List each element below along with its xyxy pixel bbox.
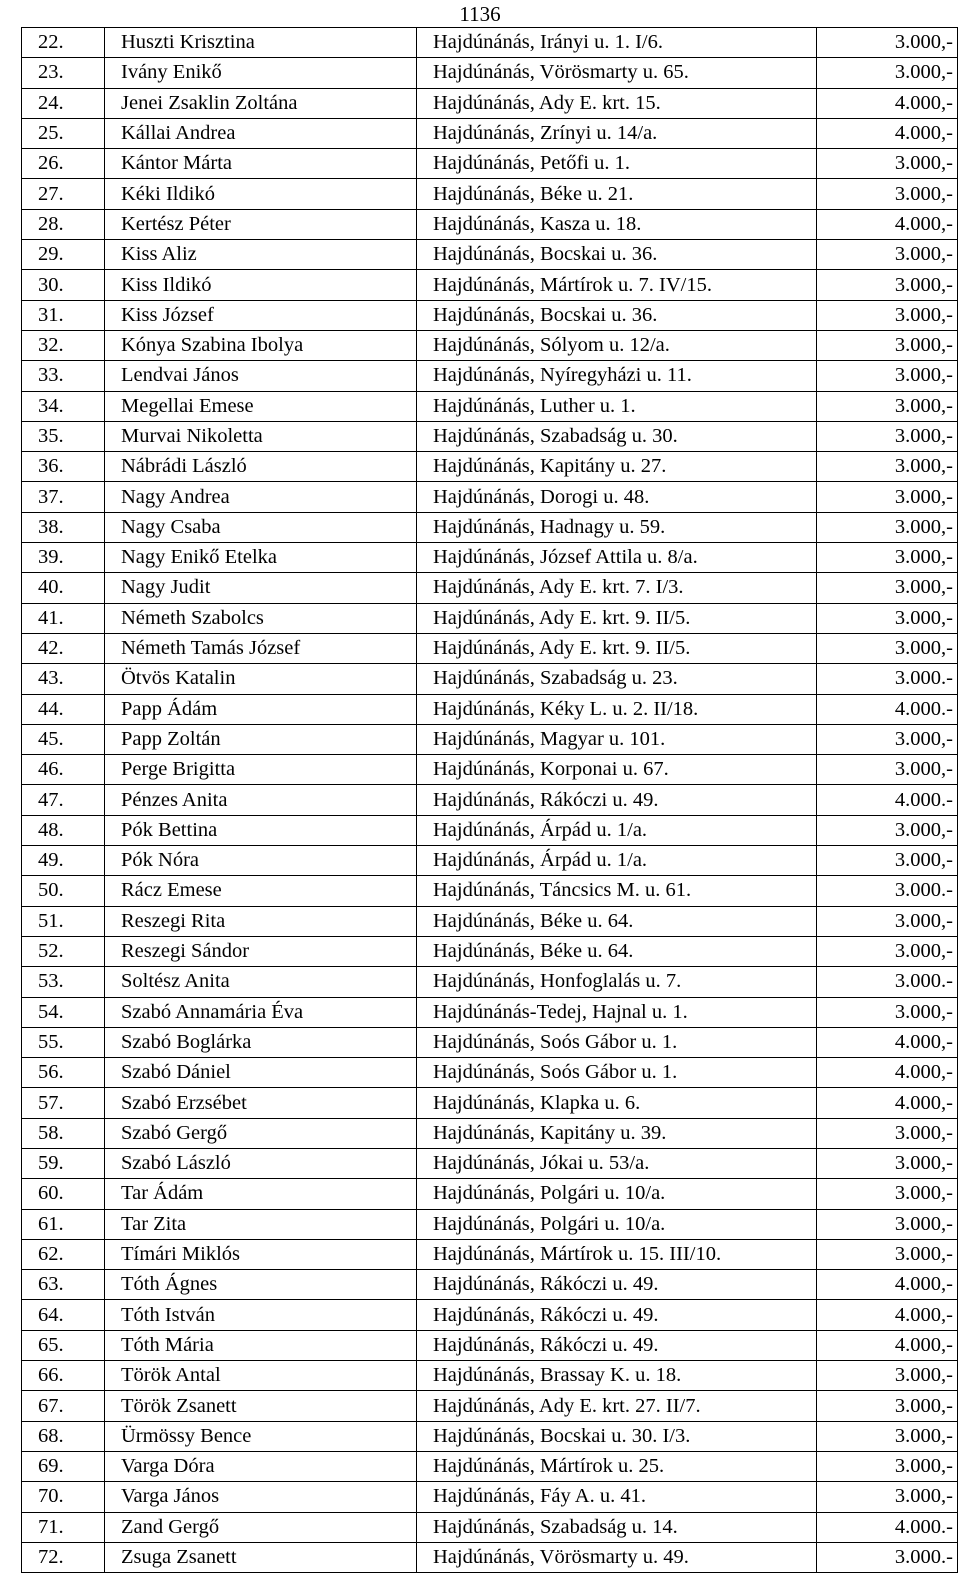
- table-row: [22, 1058, 958, 1088]
- person-address: Hajdúnánás, Brassay K. u. 18.: [417, 1361, 817, 1391]
- person-address: Hajdúnánás, Szabadság u. 23.: [417, 664, 817, 694]
- amount: 3.000,-: [817, 330, 958, 360]
- person-address: Hajdúnánás, Árpád u. 1/a.: [417, 815, 817, 845]
- person-address: Hajdúnánás, Rákóczi u. 49.: [417, 1270, 817, 1300]
- person-address: Hajdúnánás, Mártírok u. 25.: [417, 1451, 817, 1481]
- row-number: 65.: [22, 1330, 105, 1360]
- person-name: Török Zsanett: [105, 1391, 417, 1421]
- row-number: 48.: [22, 815, 105, 845]
- person-name: Török Antal: [105, 1361, 417, 1391]
- person-name: Nábrádi László: [105, 452, 417, 482]
- table-row: [22, 603, 958, 633]
- person-name: Tóth Ágnes: [105, 1270, 417, 1300]
- row-number: 33.: [22, 361, 105, 391]
- person-address: Hajdúnánás, Bocskai u. 36.: [417, 300, 817, 330]
- person-address: Hajdúnánás, Magyar u. 101.: [417, 724, 817, 754]
- table-row: [22, 452, 958, 482]
- person-address: Hajdúnánás, Honfoglalás u. 7.: [417, 967, 817, 997]
- amount: 3.000,-: [817, 391, 958, 421]
- person-name: Tímári Miklós: [105, 1239, 417, 1269]
- table-row: [22, 209, 958, 239]
- person-address: Hajdúnánás, Ady E. krt. 15.: [417, 88, 817, 118]
- person-address: Hajdúnánás, Polgári u. 10/a.: [417, 1209, 817, 1239]
- person-name: Kertész Péter: [105, 209, 417, 239]
- table-row: [22, 1270, 958, 1300]
- table-row: [22, 694, 958, 724]
- table-row: [22, 330, 958, 360]
- person-name: Zsuga Zsanett: [105, 1542, 417, 1572]
- amount: 3.000,-: [817, 633, 958, 663]
- amount: 4.000,-: [817, 118, 958, 148]
- table-row: [22, 1512, 958, 1542]
- person-address: Hajdúnánás, Ady E. krt. 9. II/5.: [417, 603, 817, 633]
- person-address: Hajdúnánás, Fáy A. u. 41.: [417, 1482, 817, 1512]
- table-row: [22, 1239, 958, 1269]
- amount: 3.000,-: [817, 846, 958, 876]
- person-address: Hajdúnánás, Polgári u. 10/a.: [417, 1179, 817, 1209]
- table-row: [22, 755, 958, 785]
- amount: 3.000,-: [817, 1451, 958, 1481]
- amount: 3.000,-: [817, 543, 958, 573]
- amount: 3.000,-: [817, 270, 958, 300]
- row-number: 61.: [22, 1209, 105, 1239]
- person-address: Hajdúnánás, Rákóczi u. 49.: [417, 785, 817, 815]
- person-name: Szabó Dániel: [105, 1058, 417, 1088]
- amount: 3.000,-: [817, 149, 958, 179]
- person-address: Hajdúnánás, Bocskai u. 30. I/3.: [417, 1421, 817, 1451]
- person-name: Murvai Nikoletta: [105, 421, 417, 451]
- person-name: Németh Tamás József: [105, 633, 417, 663]
- row-number: 38.: [22, 512, 105, 542]
- amount: 3.000,-: [817, 724, 958, 754]
- person-name: Szabó Gergő: [105, 1118, 417, 1148]
- table-row: [22, 573, 958, 603]
- amount: 3.000,-: [817, 1391, 958, 1421]
- table-row: [22, 1148, 958, 1178]
- table-row: [22, 815, 958, 845]
- row-number: 29.: [22, 240, 105, 270]
- amount: 3.000,-: [817, 1209, 958, 1239]
- row-number: 67.: [22, 1391, 105, 1421]
- row-number: 43.: [22, 664, 105, 694]
- row-number: 30.: [22, 270, 105, 300]
- person-name: Szabó Annamária Éva: [105, 997, 417, 1027]
- row-number: 22.: [22, 28, 105, 58]
- person-name: Szabó Erzsébet: [105, 1088, 417, 1118]
- amount: 3.000,-: [817, 28, 958, 58]
- person-name: Huszti Krisztina: [105, 28, 417, 58]
- table-row: [22, 512, 958, 542]
- person-name: Pók Nóra: [105, 846, 417, 876]
- person-address: Hajdúnánás, Soós Gábor u. 1.: [417, 1058, 817, 1088]
- amount: 3.000,-: [817, 58, 958, 88]
- row-number: 58.: [22, 1118, 105, 1148]
- person-address: Hajdúnánás, Béke u. 21.: [417, 179, 817, 209]
- table-row: [22, 421, 958, 451]
- amount: 3.000.-: [817, 1542, 958, 1572]
- row-number: 60.: [22, 1179, 105, 1209]
- amount: 3.000.-: [817, 967, 958, 997]
- table-row: [22, 270, 958, 300]
- table-row: [22, 967, 958, 997]
- person-name: Soltész Anita: [105, 967, 417, 997]
- amount: 3.000,-: [817, 573, 958, 603]
- row-number: 42.: [22, 633, 105, 663]
- amount: 3.000,-: [817, 1239, 958, 1269]
- table-row: [22, 633, 958, 663]
- person-name: Reszegi Sándor: [105, 936, 417, 966]
- amount: 3.000,-: [817, 452, 958, 482]
- table-row: [22, 785, 958, 815]
- table-row: [22, 1451, 958, 1481]
- row-number: 54.: [22, 997, 105, 1027]
- person-name: Kiss József: [105, 300, 417, 330]
- person-address: Hajdúnánás-Tedej, Hajnal u. 1.: [417, 997, 817, 1027]
- person-name: Reszegi Rita: [105, 906, 417, 936]
- amount: 3.000,-: [817, 361, 958, 391]
- row-number: 34.: [22, 391, 105, 421]
- table-row: [22, 1330, 958, 1360]
- row-number: 35.: [22, 421, 105, 451]
- row-number: 64.: [22, 1300, 105, 1330]
- person-name: Nagy Csaba: [105, 512, 417, 542]
- person-address: Hajdúnánás, Kapitány u. 27.: [417, 452, 817, 482]
- amount: 3.000,-: [817, 482, 958, 512]
- person-address: Hajdúnánás, Soós Gábor u. 1.: [417, 1027, 817, 1057]
- person-address: Hajdúnánás, Ady E. krt. 9. II/5.: [417, 633, 817, 663]
- row-number: 44.: [22, 694, 105, 724]
- amount: 4.000,-: [817, 1088, 958, 1118]
- amount: 3.000,-: [817, 1118, 958, 1148]
- amount: 3.000,-: [817, 512, 958, 542]
- table-row: [22, 482, 958, 512]
- person-name: Tóth Mária: [105, 1330, 417, 1360]
- person-name: Megellai Emese: [105, 391, 417, 421]
- person-name: Jenei Zsaklin Zoltána: [105, 88, 417, 118]
- table-row: [22, 28, 958, 58]
- table-row: [22, 1088, 958, 1118]
- person-address: Hajdúnánás, Sólyom u. 12/a.: [417, 330, 817, 360]
- amount: 4.000,-: [817, 1058, 958, 1088]
- person-name: Nagy Andrea: [105, 482, 417, 512]
- person-name: Tar Zita: [105, 1209, 417, 1239]
- person-name: Kállai Andrea: [105, 118, 417, 148]
- amount: 3.000,-: [817, 421, 958, 451]
- row-number: 45.: [22, 724, 105, 754]
- row-number: 66.: [22, 1361, 105, 1391]
- amount: 4.000.-: [817, 694, 958, 724]
- person-name: Tóth István: [105, 1300, 417, 1330]
- person-address: Hajdúnánás, Dorogi u. 48.: [417, 482, 817, 512]
- person-address: Hajdúnánás, Zrínyi u. 14/a.: [417, 118, 817, 148]
- row-number: 28.: [22, 209, 105, 239]
- amount: 3.000.-: [817, 876, 958, 906]
- table-row: [22, 240, 958, 270]
- person-address: Hajdúnánás, Mártírok u. 7. IV/15.: [417, 270, 817, 300]
- table-row: [22, 906, 958, 936]
- row-number: 50.: [22, 876, 105, 906]
- amount: 3.000,-: [817, 1482, 958, 1512]
- person-address: Hajdúnánás, Rákóczi u. 49.: [417, 1330, 817, 1360]
- table-row: [22, 1027, 958, 1057]
- table-row: [22, 361, 958, 391]
- table-row: [22, 179, 958, 209]
- row-number: 63.: [22, 1270, 105, 1300]
- amount: 4.000,-: [817, 1027, 958, 1057]
- amount: 3.000.-: [817, 664, 958, 694]
- person-name: Varga Dóra: [105, 1451, 417, 1481]
- row-number: 32.: [22, 330, 105, 360]
- person-address: Hajdúnánás, Korponai u. 67.: [417, 755, 817, 785]
- table-row: [22, 1482, 958, 1512]
- table-row: [22, 997, 958, 1027]
- table-row: [22, 1542, 958, 1572]
- table-row: [22, 118, 958, 148]
- person-address: Hajdúnánás, Nyíregyházi u. 11.: [417, 361, 817, 391]
- recipient-table-body: [22, 28, 958, 1573]
- table-row: [22, 876, 958, 906]
- person-address: Hajdúnánás, Hadnagy u. 59.: [417, 512, 817, 542]
- table-row: [22, 58, 958, 88]
- table-row: [22, 664, 958, 694]
- person-address: Hajdúnánás, Táncsics M. u. 61.: [417, 876, 817, 906]
- person-address: Hajdúnánás, Mártírok u. 15. III/10.: [417, 1239, 817, 1269]
- person-name: Ürmössy Bence: [105, 1421, 417, 1451]
- row-number: 70.: [22, 1482, 105, 1512]
- person-name: Kónya Szabina Ibolya: [105, 330, 417, 360]
- person-name: Szabó Boglárka: [105, 1027, 417, 1057]
- person-address: Hajdúnánás, Bocskai u. 36.: [417, 240, 817, 270]
- amount: 3.000,-: [817, 997, 958, 1027]
- person-name: Kántor Márta: [105, 149, 417, 179]
- amount: 3.000,-: [817, 906, 958, 936]
- person-address: Hajdúnánás, Ady E. krt. 7. I/3.: [417, 573, 817, 603]
- person-name: Kéki Ildikó: [105, 179, 417, 209]
- row-number: 57.: [22, 1088, 105, 1118]
- person-name: Németh Szabolcs: [105, 603, 417, 633]
- amount: 3.000,-: [817, 240, 958, 270]
- row-number: 40.: [22, 573, 105, 603]
- row-number: 26.: [22, 149, 105, 179]
- amount: 3.000,-: [817, 179, 958, 209]
- row-number: 56.: [22, 1058, 105, 1088]
- row-number: 31.: [22, 300, 105, 330]
- amount: 4.000,-: [817, 1270, 958, 1300]
- amount: 3.000,-: [817, 755, 958, 785]
- table-row: [22, 1118, 958, 1148]
- amount: 4.000,-: [817, 1300, 958, 1330]
- person-name: Lendvai János: [105, 361, 417, 391]
- row-number: 41.: [22, 603, 105, 633]
- row-number: 51.: [22, 906, 105, 936]
- person-address: Hajdúnánás, Klapka u. 6.: [417, 1088, 817, 1118]
- person-name: Varga János: [105, 1482, 417, 1512]
- row-number: 59.: [22, 1148, 105, 1178]
- row-number: 47.: [22, 785, 105, 815]
- person-address: Hajdúnánás, József Attila u. 8/a.: [417, 543, 817, 573]
- person-name: Kiss Ildikó: [105, 270, 417, 300]
- amount: 4.000.-: [817, 785, 958, 815]
- table-row: [22, 724, 958, 754]
- row-number: 62.: [22, 1239, 105, 1269]
- person-name: Zand Gergő: [105, 1512, 417, 1542]
- person-address: Hajdúnánás, Kasza u. 18.: [417, 209, 817, 239]
- row-number: 39.: [22, 543, 105, 573]
- person-address: Hajdúnánás, Jókai u. 53/a.: [417, 1148, 817, 1178]
- amount: 4.000,-: [817, 209, 958, 239]
- recipient-table: [21, 27, 958, 1573]
- person-name: Kiss Aliz: [105, 240, 417, 270]
- person-address: Hajdúnánás, Árpád u. 1/a.: [417, 846, 817, 876]
- row-number: 55.: [22, 1027, 105, 1057]
- person-address: Hajdúnánás, Béke u. 64.: [417, 906, 817, 936]
- person-name: Ötvös Katalin: [105, 664, 417, 694]
- row-number: 72.: [22, 1542, 105, 1572]
- amount: 4.000.-: [817, 1512, 958, 1542]
- amount: 3.000,-: [817, 815, 958, 845]
- row-number: 53.: [22, 967, 105, 997]
- person-name: Ivány Enikő: [105, 58, 417, 88]
- row-number: 52.: [22, 936, 105, 966]
- row-number: 68.: [22, 1421, 105, 1451]
- table-row: [22, 1179, 958, 1209]
- amount: 3.000,-: [817, 1179, 958, 1209]
- table-row: [22, 88, 958, 118]
- amount: 3.000,-: [817, 1421, 958, 1451]
- row-number: 49.: [22, 846, 105, 876]
- amount: 4.000,-: [817, 1330, 958, 1360]
- amount: 3.000,-: [817, 603, 958, 633]
- person-address: Hajdúnánás, Vörösmarty u. 49.: [417, 1542, 817, 1572]
- person-address: Hajdúnánás, Rákóczi u. 49.: [417, 1300, 817, 1330]
- row-number: 27.: [22, 179, 105, 209]
- person-name: Rácz Emese: [105, 876, 417, 906]
- table-row: [22, 1421, 958, 1451]
- row-number: 25.: [22, 118, 105, 148]
- table-row: [22, 149, 958, 179]
- row-number: 23.: [22, 58, 105, 88]
- person-address: Hajdúnánás, Kapitány u. 39.: [417, 1118, 817, 1148]
- person-name: Nagy Enikő Etelka: [105, 543, 417, 573]
- amount: 3.000,-: [817, 936, 958, 966]
- row-number: 71.: [22, 1512, 105, 1542]
- person-address: Hajdúnánás, Kéky L. u. 2. II/18.: [417, 694, 817, 724]
- row-number: 37.: [22, 482, 105, 512]
- person-address: Hajdúnánás, Szabadság u. 14.: [417, 1512, 817, 1542]
- person-name: Nagy Judit: [105, 573, 417, 603]
- page-number: 1136: [459, 2, 501, 26]
- table-row: [22, 1209, 958, 1239]
- person-address: Hajdúnánás, Luther u. 1.: [417, 391, 817, 421]
- row-number: 24.: [22, 88, 105, 118]
- table-row: [22, 1391, 958, 1421]
- person-address: Hajdúnánás, Béke u. 64.: [417, 936, 817, 966]
- amount: 3.000,-: [817, 1148, 958, 1178]
- table-row: [22, 300, 958, 330]
- row-number: 69.: [22, 1451, 105, 1481]
- person-address: Hajdúnánás, Vörösmarty u. 65.: [417, 58, 817, 88]
- table-row: [22, 1361, 958, 1391]
- amount: 3.000,-: [817, 1361, 958, 1391]
- person-name: Papp Ádám: [105, 694, 417, 724]
- person-address: Hajdúnánás, Irányi u. 1. I/6.: [417, 28, 817, 58]
- row-number: 46.: [22, 755, 105, 785]
- table-row: [22, 846, 958, 876]
- person-name: Pók Bettina: [105, 815, 417, 845]
- person-name: Tar Ádám: [105, 1179, 417, 1209]
- person-name: Szabó László: [105, 1148, 417, 1178]
- table-row: [22, 543, 958, 573]
- person-address: Hajdúnánás, Szabadság u. 30.: [417, 421, 817, 451]
- row-number: 36.: [22, 452, 105, 482]
- person-address: Hajdúnánás, Petőfi u. 1.: [417, 149, 817, 179]
- person-name: Pénzes Anita: [105, 785, 417, 815]
- table-row: [22, 936, 958, 966]
- amount: 4.000,-: [817, 88, 958, 118]
- person-address: Hajdúnánás, Ady E. krt. 27. II/7.: [417, 1391, 817, 1421]
- person-name: Papp Zoltán: [105, 724, 417, 754]
- table-row: [22, 1300, 958, 1330]
- person-name: Perge Brigitta: [105, 755, 417, 785]
- table-row: [22, 391, 958, 421]
- amount: 3.000,-: [817, 300, 958, 330]
